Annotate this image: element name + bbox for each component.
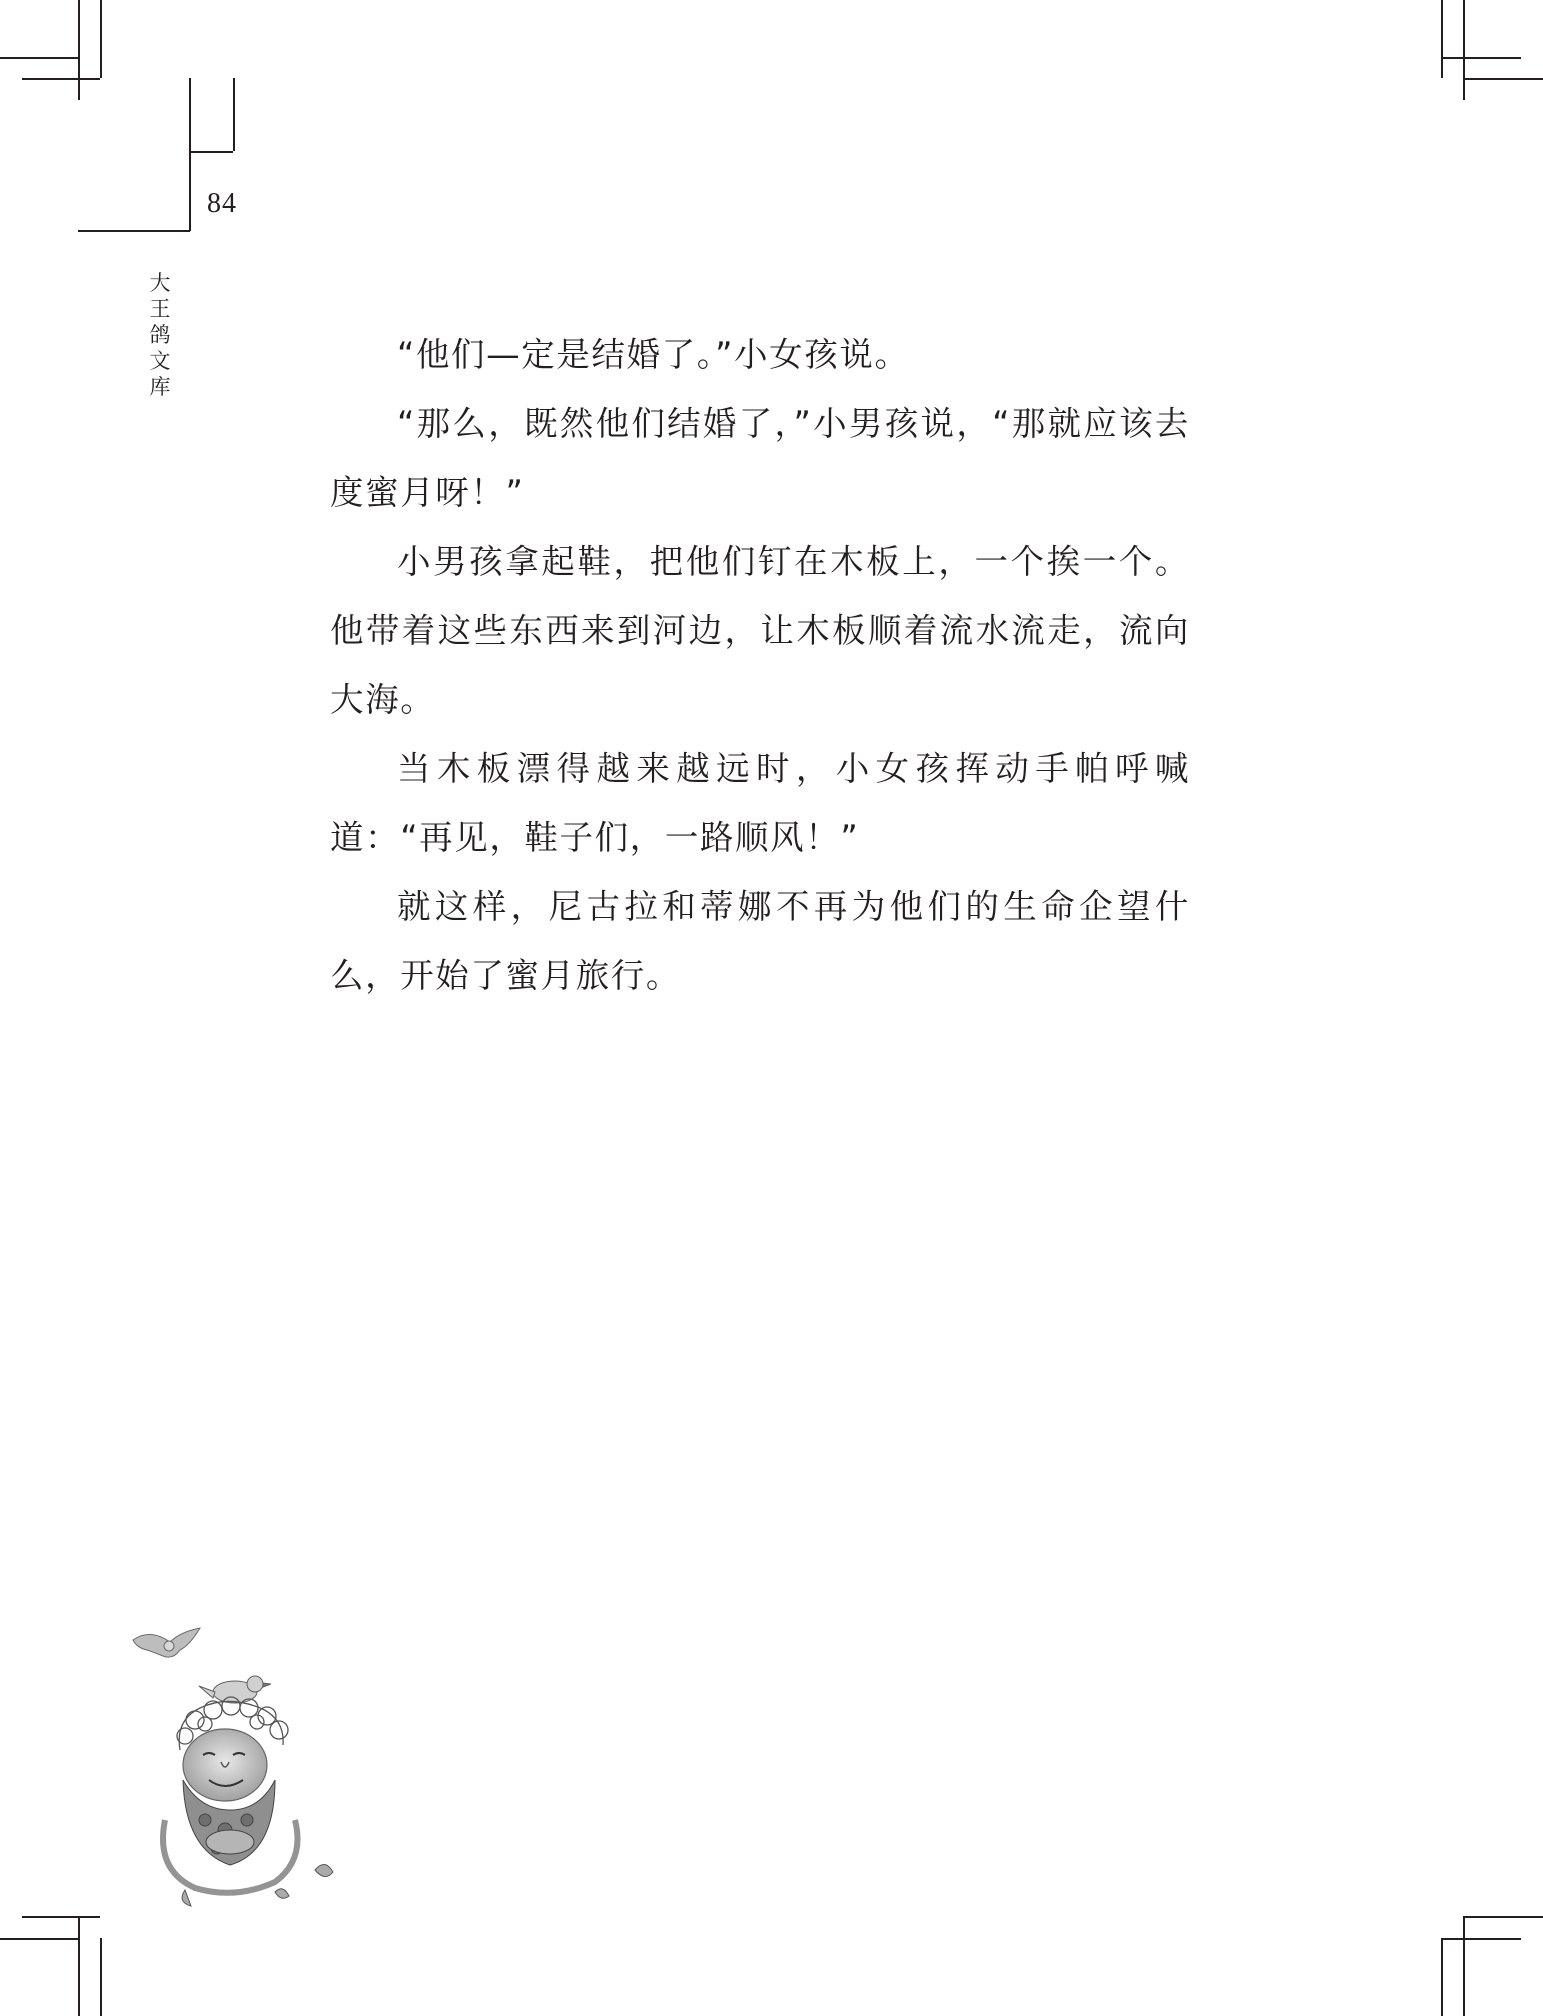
- series-title: 大王鸽文库: [149, 271, 171, 399]
- paragraph: “他们—定是结婚了。”小女孩说。: [397, 335, 910, 374]
- paragraph: 就这样，尼古拉和蒂娜不再为他们的生命企望什么，开始了蜜月旅行。: [330, 887, 1190, 995]
- paragraph: 小男孩拿起鞋，把他们钉在木板上，一个挨一个。他带着这些东西来到河边，让木板顺着流水流走，流向大海。: [330, 542, 1190, 719]
- perched-bird-icon: [199, 1676, 271, 1703]
- bearded-man-with-birds-illustration: [125, 1620, 370, 1910]
- face: [183, 1729, 267, 1801]
- paragraph: 当木板漂得越来越远时，小女孩挥动手帕呼喊道：“再见，鞋子们，一路顺风！”: [330, 749, 1190, 857]
- page-number: 84: [207, 188, 237, 219]
- body-text: [330, 320, 1190, 1010]
- paragraph: “那么，既然他们结婚了，”小男孩说，“那就应该去度蜜月呀！”: [330, 404, 1190, 512]
- nest-icon: [206, 1830, 254, 1854]
- flying-bird-icon: [133, 1628, 200, 1657]
